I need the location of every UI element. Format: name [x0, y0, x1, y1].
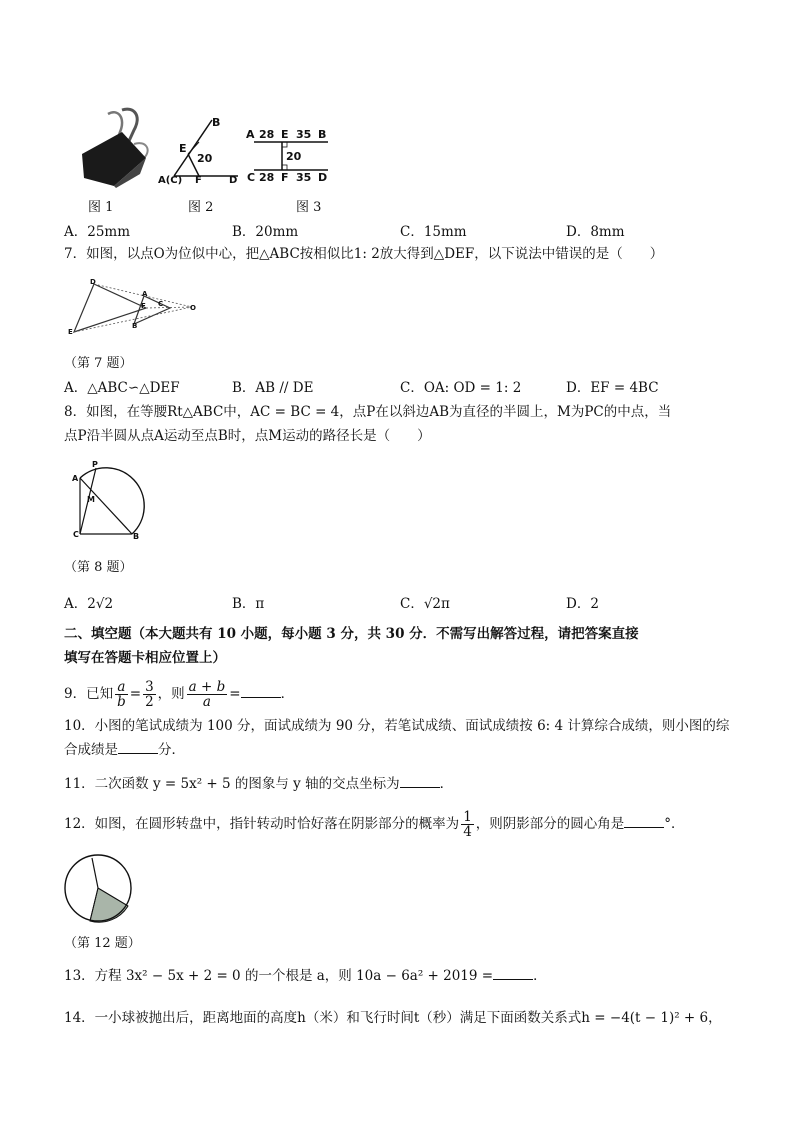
fig3-top-left: 28 [259, 128, 275, 141]
q9-frac-a-b [115, 680, 128, 709]
q9-frac-3-2 [143, 680, 156, 709]
fig3-label-a: A [246, 128, 255, 141]
figure-1-binder-clip [74, 104, 154, 188]
q13-suffix: ． [533, 968, 547, 984]
q7-figure [64, 278, 198, 336]
section2-heading-line2: 填写在答题卡相应位置上） [64, 650, 226, 666]
q7-label-a: A [142, 290, 148, 298]
q10-line1: 10．小图的笔试成绩为 100 分，面试成绩为 90 分，若笔试成绩、面试成绩按 6: 4 计算综合成绩，则小图的综 [64, 718, 730, 734]
q9-frac3-num: a + b [188, 679, 226, 695]
fig2-label-b: B [212, 116, 221, 129]
q8-label-a: A [72, 474, 79, 483]
q8-label-m: M [87, 495, 95, 504]
q11-answer-blank[interactable] [400, 775, 440, 788]
fig3-label-f: F [281, 171, 289, 184]
q8-option-d: D．2 [566, 596, 599, 612]
q7-label-o: O [190, 304, 196, 312]
q12-frac-num: 1 [463, 809, 472, 825]
q13-line [64, 966, 547, 986]
fig2-label-e: E [179, 142, 187, 155]
fig3-caption: 图 3 [296, 200, 322, 215]
q12-line [64, 806, 685, 842]
q11-line [64, 774, 453, 794]
q8-label-p: P [92, 460, 98, 469]
q6-option-c: C．15mm [400, 224, 467, 240]
q10-line2 [64, 740, 185, 760]
q7-label-b: B [132, 322, 138, 330]
q12-caption: （第 12 题） [64, 936, 141, 951]
q12-suffix: °． [664, 816, 685, 832]
fig3-label-d: D [318, 171, 328, 184]
q7-option-a: A．△ABC∽△DEF [64, 380, 180, 396]
fig3-label-b: B [318, 128, 327, 141]
q9-prefix: 9．已知 [64, 686, 114, 702]
q14-line: 14．一小球被抛出后，距离地面的高度h（米）和飞行时间t（秒）满足下面函数关系式h = −4(t − 1)² + 6， [64, 1010, 722, 1026]
q8-label-c: C [73, 530, 79, 539]
q12-mid: ，则阴影部分的圆心角是 [475, 816, 625, 832]
q12-frac-den: 4 [463, 824, 472, 840]
q12-prefix: 12．如图，在圆形转盘中，指针转动时恰好落在阴影部分的概率为 [64, 816, 460, 832]
q9-answer-blank[interactable] [241, 685, 281, 698]
q6-option-d: D．8mm [566, 224, 625, 240]
q8-caption: （第 8 题） [64, 560, 133, 575]
q7-caption: （第 7 题） [64, 356, 133, 371]
q7-option-d: D．EF = 4BC [566, 380, 659, 396]
fig1-caption: 图 1 [88, 200, 114, 215]
q9-line [64, 676, 294, 712]
fig3-measure: 20 [286, 150, 302, 163]
fig2-label-ac: A(C) [158, 175, 183, 186]
section2-heading-line1: 二、填空题（本大题共有 10 小题，每小题 3 分，共 30 分．不需写出解答过程，请把答案直接 [64, 626, 639, 642]
fig2-label-d: D [229, 175, 238, 186]
q11-suffix: ． [439, 776, 454, 792]
q6-option-a: A．25mm [64, 224, 131, 240]
q7-stem: 7．如图，以点O为位似中心，把△ABC按相似比1: 2放大得到△DEF，以下说法中错误的是（ ） [64, 246, 664, 262]
fig3-bot-left: 28 [259, 171, 275, 184]
fig3-label-c: C [247, 171, 256, 184]
fig3-label-e: E [281, 128, 289, 141]
q10-line2-suffix: 分． [158, 742, 185, 758]
q12-frac-1-4 [461, 810, 474, 839]
q8-stem-line2: 点P沿半圆从点A运动至点B时，点M运动的路径长是（ ） [64, 428, 431, 444]
q12-answer-blank[interactable] [624, 815, 664, 828]
q8-figure [70, 464, 150, 540]
q13-prefix: 13．方程 3x² − 5x + 2 = 0 的一个根是 a，则 10a − 6a² + 2019 = [64, 968, 494, 984]
q7-option-b: B．AB // DE [232, 380, 314, 396]
q6-option-b: B．20mm [232, 224, 299, 240]
fig3-bot-right: 35 [296, 171, 312, 184]
q9-equals-2: = [229, 686, 241, 702]
q9-frac-ab-a [187, 680, 228, 709]
fig3-top-right: 35 [296, 128, 312, 141]
q9-frac2-num: 3 [145, 679, 154, 695]
q7-label-e: E [68, 328, 73, 336]
q8-option-a: A．2√2 [64, 596, 114, 612]
q9-equals: = [129, 686, 142, 702]
fig2-caption: 图 2 [188, 200, 214, 215]
q7-option-c: C．OA: OD = 1: 2 [400, 380, 522, 396]
q11-prefix: 11．二次函数 y = 5x² + 5 的图象与 y 轴的交点坐标为 [64, 776, 400, 792]
q9-frac2-den: 2 [145, 694, 154, 710]
q9-suffix: ． [280, 686, 295, 702]
q7-label-c: C [158, 300, 164, 308]
q8-stem-line1: 8．如图，在等腰Rt△ABC中，AC = BC = 4，点P在以斜边AB为直径的半圆上，M为PC的中点，当 [64, 404, 672, 420]
q9-mid: ，则 [157, 686, 185, 702]
q10-line2-prefix: 合成绩是 [64, 742, 118, 758]
q8-option-c: C．√2π [400, 596, 450, 612]
q9-frac1-num: a [115, 680, 128, 695]
fig2-label-f: F [195, 175, 202, 186]
q9-frac3-den: a [202, 694, 211, 710]
q12-spinner-figure [64, 850, 136, 926]
q8-option-b: B．π [232, 596, 265, 612]
fig2-measure: 20 [197, 152, 213, 165]
q10-answer-blank[interactable] [118, 741, 158, 754]
q7-label-f: F [141, 302, 146, 310]
q8-label-b: B [133, 532, 140, 541]
q7-label-d: D [90, 278, 96, 286]
q13-answer-blank[interactable] [493, 967, 533, 980]
q9-frac1-den: b [117, 694, 126, 710]
